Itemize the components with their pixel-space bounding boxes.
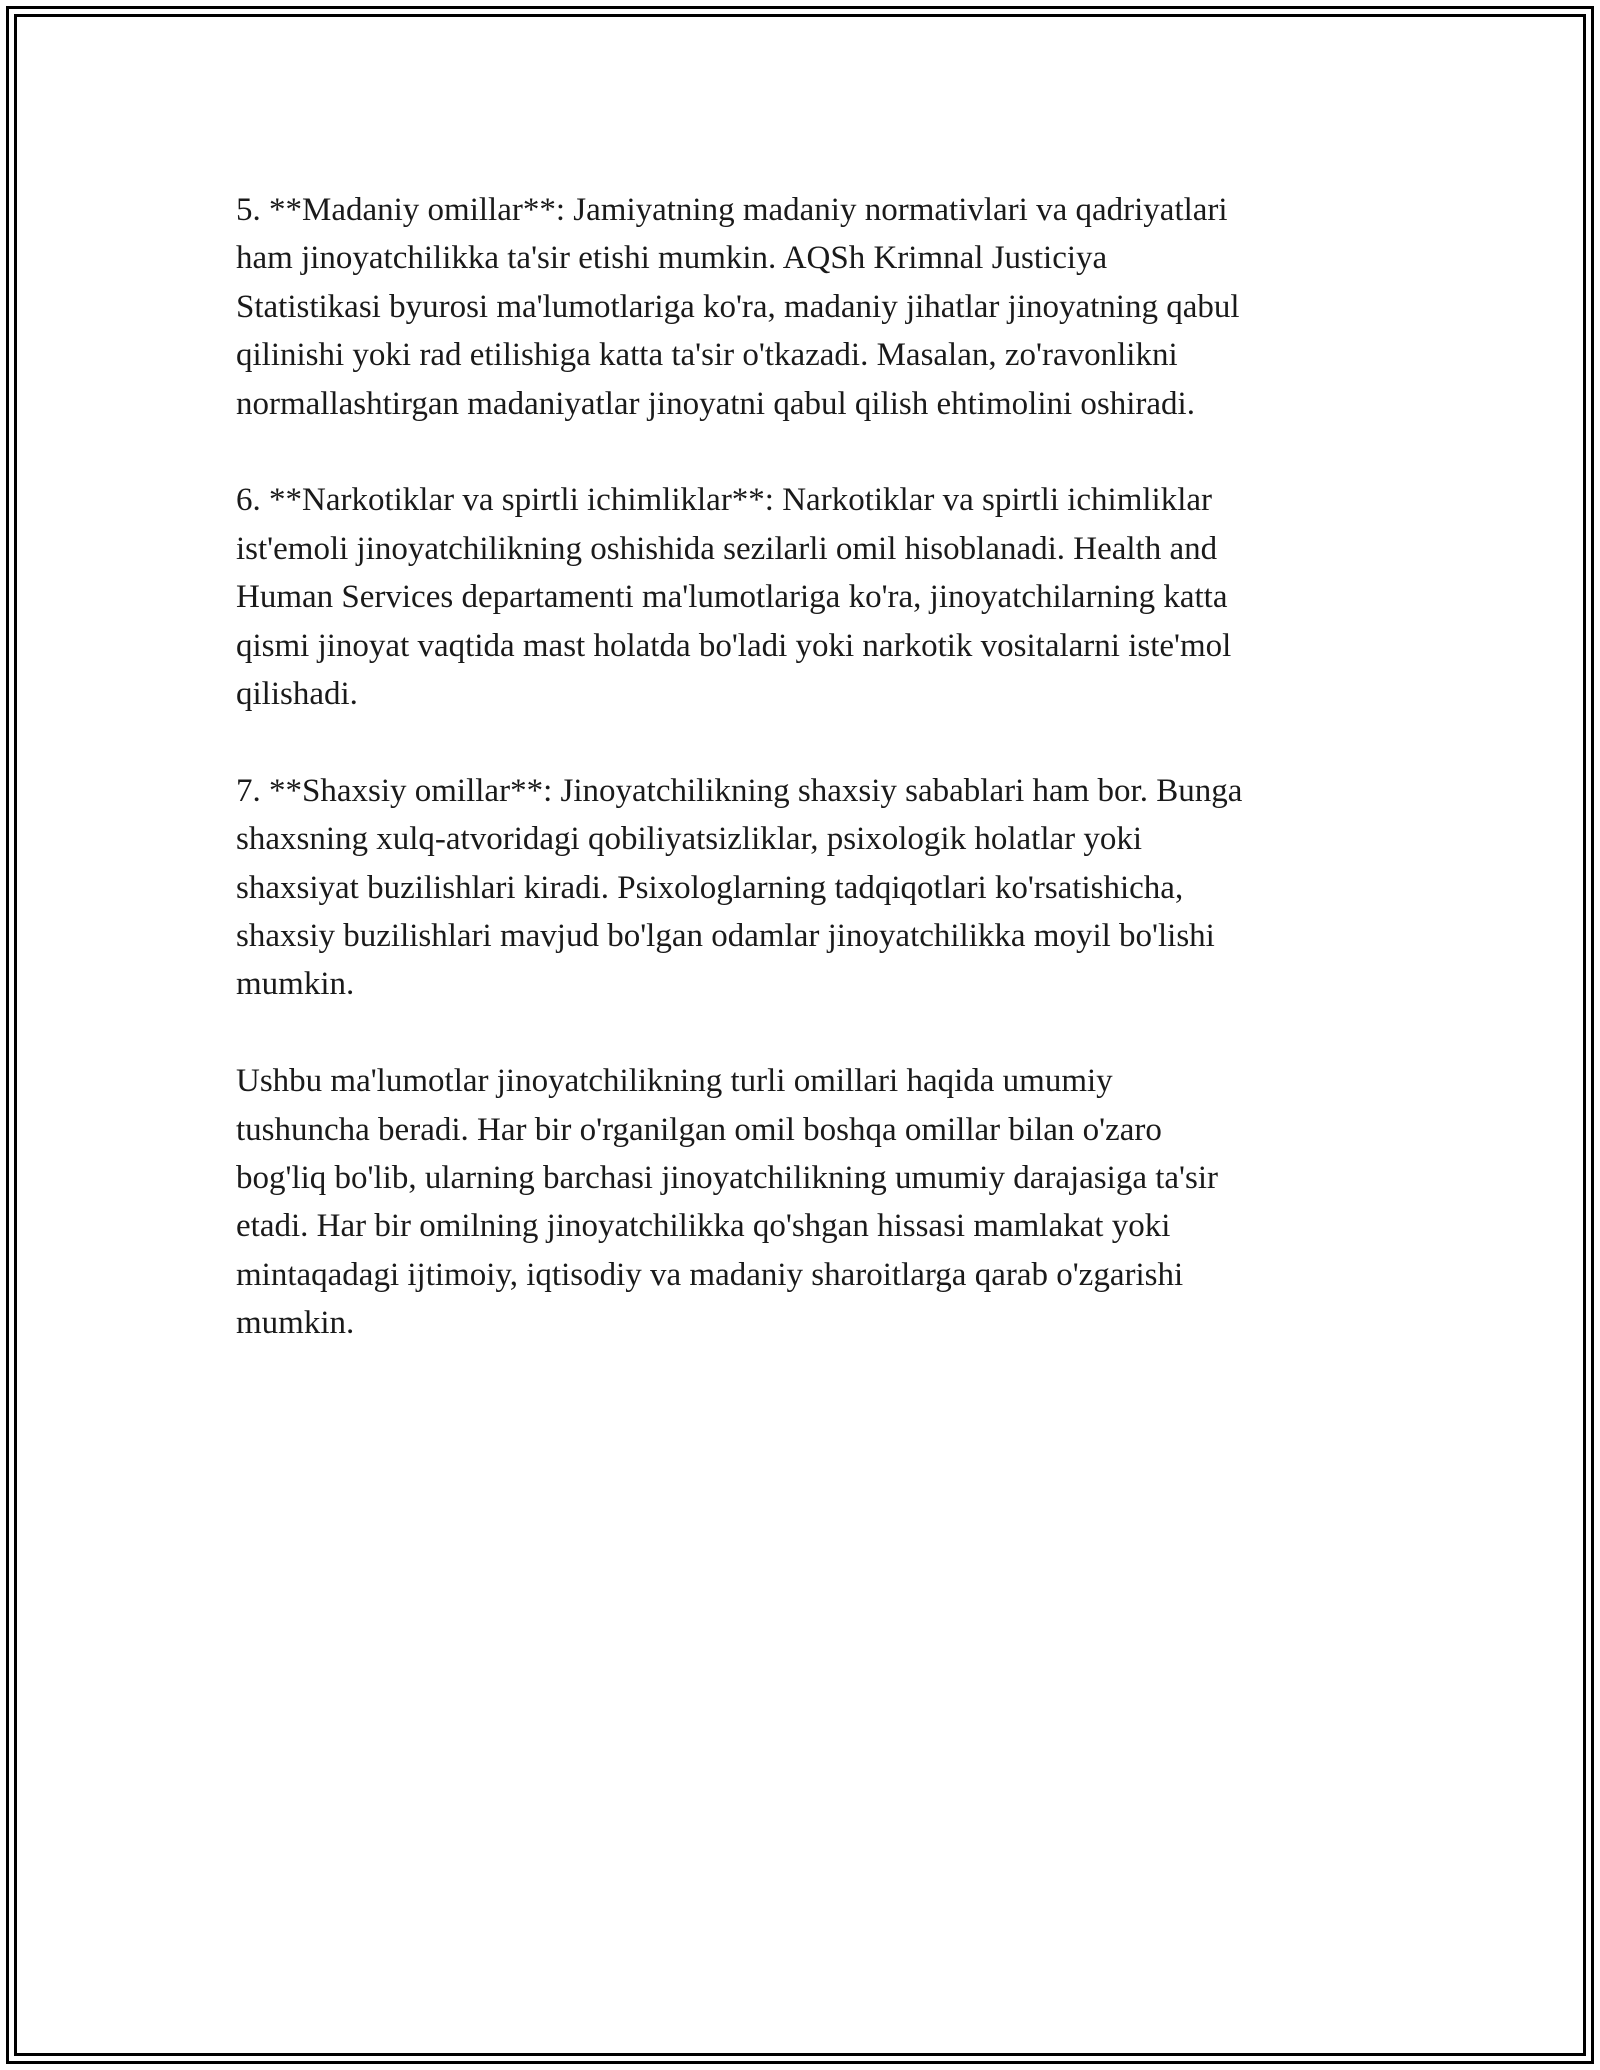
- text-line: ist'emoli jinoyatchilikning oshishida sezilarli omil hisoblanadi. Health and: [236, 530, 1218, 567]
- text-line: Statistikasi byurosi ma'lumotlariga ko'ra, madaniy jihatlar jinoyatning qabul: [236, 288, 1240, 325]
- text-line: qismi jinoyat vaqtida mast holatda bo'ladi yoki narkotik vositalarni iste'mol: [236, 627, 1232, 664]
- text-line: mintaqadagi ijtimoiy, iqtisodiy va madaniy sharoitlarga qarab o'zgarishi: [236, 1256, 1184, 1293]
- text-line: qilinishi yoki rad etilishiga katta ta'sir o'tkazadi. Masalan, zo'ravonlikni: [236, 337, 1178, 374]
- paragraph-cultural-factors: [236, 186, 1366, 428]
- text-line: ham jinoyatchilikka ta'sir etishi mumkin. AQSh Krimnal Justiciya: [236, 240, 1108, 277]
- text-line: 5. **Madaniy omillar**: Jamiyatning madaniy normativlari va qadriyatlari: [236, 192, 1228, 228]
- text-line: tushuncha beradi. Har bir o'rganilgan omil boshqa omillar bilan o'zaro: [236, 1111, 1162, 1148]
- text-line: etadi. Har bir omilning jinoyatchilikka qo'shgan hissasi mamlakat yoki: [236, 1208, 1171, 1245]
- text-line: Ushbu ma'lumotlar jinoyatchilikning turli omillari haqida umumiy: [236, 1063, 1113, 1100]
- paragraph-drugs-alcohol: [236, 476, 1366, 718]
- text-line: shaxsiy buzilishlari mavjud bo'lgan odamlar jinoyatchilikka moyil bo'lishi: [236, 918, 1215, 955]
- text-line: shaxsiyat buzilishlari kiradi. Psixologlarning tadqiqotlari ko'rsatishicha,: [236, 869, 1184, 906]
- text-line: 7. **Shaxsiy omillar**: Jinoyatchilikning shaxsiy sabablari ham bor. Bunga: [236, 772, 1243, 809]
- text-line: Human Services departamenti ma'lumotlariga ko'ra, jinoyatchilarning katta: [236, 579, 1228, 616]
- paragraph-personal-factors: [236, 767, 1366, 1009]
- text-line: mumkin.: [236, 966, 355, 1003]
- text-line: normallashtirgan madaniyatlar jinoyatni qabul qilish ehtimolini oshiradi.: [236, 385, 1195, 422]
- text-line: qilishadi.: [236, 676, 358, 713]
- text-line: bog'liq bo'lib, ularning barchasi jinoyatchilikning umumiy darajasiga ta'sir: [236, 1160, 1218, 1197]
- paragraph-conclusion: [236, 1057, 1366, 1347]
- text-line: 6. **Narkotiklar va spirtli ichimliklar**: Narkotiklar va spirtli ichimliklar: [236, 482, 1213, 519]
- document-body: [236, 186, 1366, 1396]
- text-line: mumkin.: [236, 1305, 355, 1342]
- text-line: shaxsning xulq-atvoridagi qobiliyatsizliklar, psixologik holatlar yoki: [236, 821, 1143, 858]
